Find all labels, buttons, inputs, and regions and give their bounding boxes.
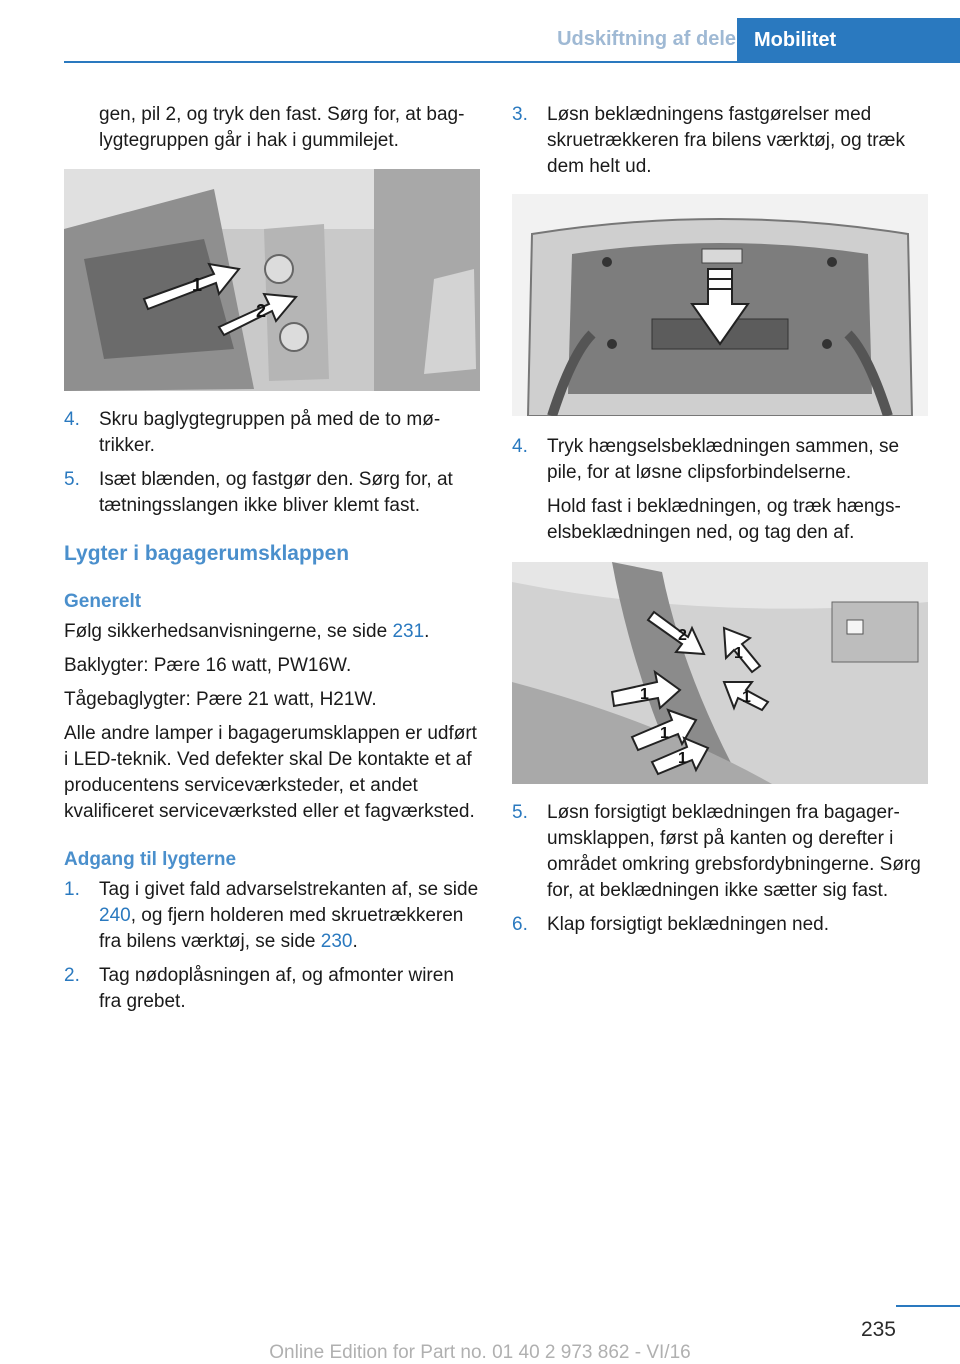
section-heading: Lygter i bagagerumsklappen [64, 542, 350, 565]
bulb-rear-paragraph: Baklygter: Pære 16 watt, PW16W. [64, 655, 352, 676]
subheading-access: Adgang til lygterne [64, 849, 237, 870]
safety-paragraph [64, 619, 480, 645]
header-rule [64, 61, 960, 63]
page-link-240[interactable]: 240 [99, 905, 131, 926]
step-number: 3. [512, 104, 528, 125]
step-text-part: . [352, 931, 358, 952]
figure-label-arrow-1: 1 [192, 275, 203, 295]
step-text: Tryk hængselsbeklædningen sammen, se pile, for at løsne clipsforbindelserne. [547, 436, 900, 483]
step-text: Skru baglygtegruppen på med de to møtrikker. [99, 409, 441, 456]
step-number: 4. [64, 409, 80, 430]
bulb-fog-paragraph: Tågebaglygter: Pære 21 watt, H21W. [64, 689, 377, 710]
safety-end: . [424, 621, 430, 642]
step-number: 6. [512, 914, 528, 935]
list-item [64, 877, 480, 955]
list-item [64, 963, 480, 1015]
step-number: 2. [64, 965, 80, 986]
figure-label-arrow-1: 1 [734, 645, 743, 662]
header-chapter-tab: Mobilitet [737, 18, 960, 61]
list-item [512, 800, 928, 904]
subheading-general: Generelt [64, 591, 142, 612]
page-link-231[interactable]: 231 [392, 621, 425, 642]
taillight-figure [64, 169, 480, 391]
hinge-cover-figure [512, 562, 928, 784]
continuation-paragraph: gen, pil 2, og tryk den fast. Sørg for, at baglygtegruppen går i hak i gummilejet. [99, 104, 465, 151]
footer-rule [896, 1305, 960, 1307]
header-section-title: Udskiftning af dele [557, 28, 736, 50]
figure-label-arrow-1: 1 [660, 725, 669, 742]
step-text-part: , og fjern holderen med skruetrækkeren fra bilens værktøj, se side [99, 905, 464, 952]
safety-text: Følg sikkerhedsanvisningerne, se side [64, 621, 393, 642]
right-column [512, 102, 928, 938]
step-number: 5. [64, 469, 80, 490]
led-paragraph: Alle andre lamper i bagagerumsklappen er udført i LED-teknik. Ved defekter skal De kontakte et af producentens serviceværksteder, et andet kvalificeret serviceværksted eller et fagværksted. [64, 723, 477, 822]
list-item [512, 434, 928, 486]
list-item [512, 102, 928, 180]
step-text-continued: Hold fast i beklædningen, og træk hængselsbeklædningen ned, og tag den af. [547, 496, 901, 543]
left-column [64, 102, 480, 1015]
figure-label-arrow-2: 2 [256, 301, 267, 321]
step-text: Løsn beklædningens fastgørelser med skruetrækkeren fra bilens værktøj, og træk dem helt ud. [547, 104, 905, 177]
step-text: Klap forsigtigt beklædningen ned. [547, 914, 830, 935]
step-text: Isæt blænden, og fastgør den. Sørg for, at tætningsslangen ikke bliver klemt fast. [99, 469, 453, 516]
figure-label-arrow-1: 1 [742, 689, 751, 706]
list-item [512, 912, 928, 938]
trunk-lid-figure [512, 194, 928, 416]
edition-footer: Online Edition for Part no. 01 40 2 973 862 - VI/16 [269, 1342, 691, 1363]
step-text-part: Tag i givet fald advarselstrekanten af, se side [99, 879, 479, 900]
step-number: 5. [512, 802, 528, 823]
figure-label-arrow-1: 1 [640, 686, 649, 703]
list-item [64, 467, 480, 519]
step-text: Tag nødoplåsningen af, og afmonter wiren fra grebet. [99, 965, 454, 1012]
figure-label-arrow-1: 1 [678, 750, 687, 767]
step-number: 4. [512, 436, 528, 457]
step-text [99, 877, 480, 955]
figure-label-arrow-2: 2 [678, 627, 687, 644]
list-item [64, 407, 480, 459]
page-number: 235 [860, 1318, 896, 1341]
page-link-230[interactable]: 230 [320, 931, 353, 952]
step-number: 1. [64, 879, 80, 900]
step-text: Løsn forsigtigt beklædningen fra bagagerumsklappen, først på kanten og derefter i området omkring grebsfordybningerne. Sørg for, at beklædningen ikke sætter sig fast. [547, 802, 921, 901]
